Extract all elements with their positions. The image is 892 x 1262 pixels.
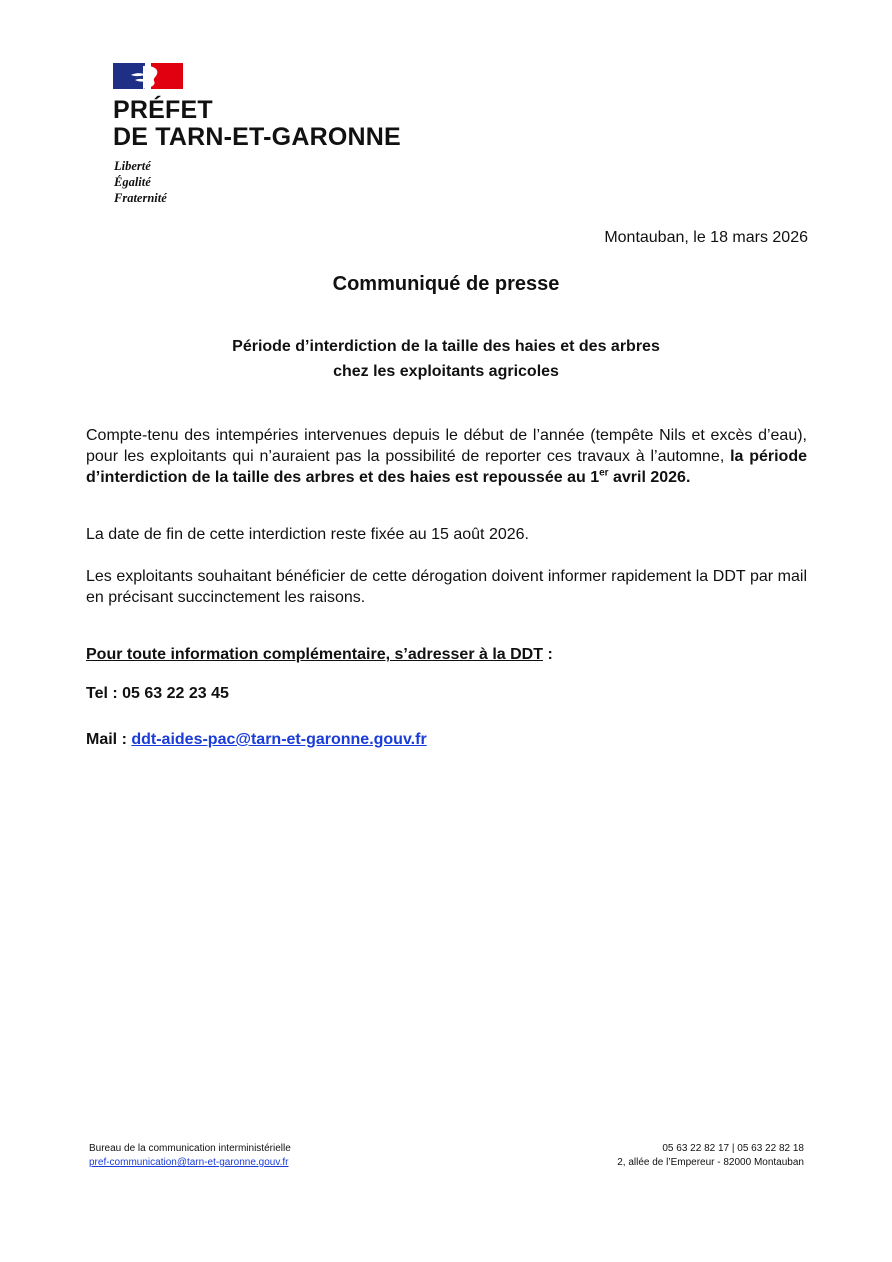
- motto-fraternite: Fraternité: [114, 191, 167, 205]
- document-date: Montauban, le 18 mars 2026: [604, 229, 808, 246]
- paragraph-2: La date de fin de cette interdiction reste fixée au 15 août 2026.: [86, 526, 529, 543]
- footer-email-link[interactable]: pref-communication@tarn-et-garonne.gouv.fr: [89, 1157, 289, 1168]
- ordinal-suffix: er: [599, 467, 609, 479]
- paragraph-1-bold-a: la période d’interdiction de la taille des arbres et des haies est repoussée au 1: [86, 448, 808, 486]
- footer-left: [89, 1142, 291, 1170]
- subject-heading: [0, 334, 892, 384]
- republic-motto: [114, 158, 167, 206]
- paragraph-1-bold-b: avril 2026.: [613, 469, 691, 486]
- footer-office: Bureau de la communication interministérielle: [89, 1143, 291, 1154]
- marianne-logo: [113, 63, 183, 89]
- mail-label: Mail :: [86, 731, 132, 748]
- contact-heading-suffix: :: [543, 646, 553, 663]
- org-line-1: PRÉFET: [113, 96, 213, 124]
- document-type: Communiqué de presse: [332, 273, 560, 295]
- subject-line-2: chez les exploitants agricoles: [333, 363, 559, 380]
- subject-line-1: Période d’interdiction de la taille des haies et des arbres: [232, 338, 660, 355]
- footer-right: [617, 1142, 804, 1170]
- paragraph-1: [86, 425, 807, 488]
- organization-name: [113, 97, 401, 151]
- contact-phone: [86, 685, 229, 703]
- paragraph-3: Les exploitants souhaitant bénéficier de cette dérogation doivent informer rapidement la DDT par mail en précisant succinctement les raisons.: [86, 568, 807, 606]
- paragraph-1-text: Compte-tenu des intempéries intervenues depuis le début de l’année (tempête Nils et excès d’eau), pour les exploitants qui n’auraient pas la possibilité de reporter ces travaux à l’automne,: [86, 427, 807, 465]
- phone-number: 05 63 22 23 45: [122, 685, 229, 702]
- footer-phones: 05 63 22 82 17 | 05 63 22 82 18: [662, 1143, 804, 1154]
- mail-link[interactable]: ddt-aides-pac@tarn-et-garonne.gouv.fr: [131, 731, 427, 748]
- phone-label: Tel :: [86, 685, 123, 702]
- motto-egalite: Égalité: [114, 175, 151, 189]
- motto-liberte: Liberté: [114, 159, 151, 173]
- contact-mail: [86, 731, 427, 749]
- contact-heading: [86, 646, 553, 664]
- footer-address: 2, allée de l’Empereur - 82000 Montauban: [617, 1157, 804, 1168]
- org-line-2: DE TARN-ET-GARONNE: [113, 123, 401, 151]
- contact-heading-text: Pour toute information complémentaire, s’adresser à la DDT: [86, 646, 543, 663]
